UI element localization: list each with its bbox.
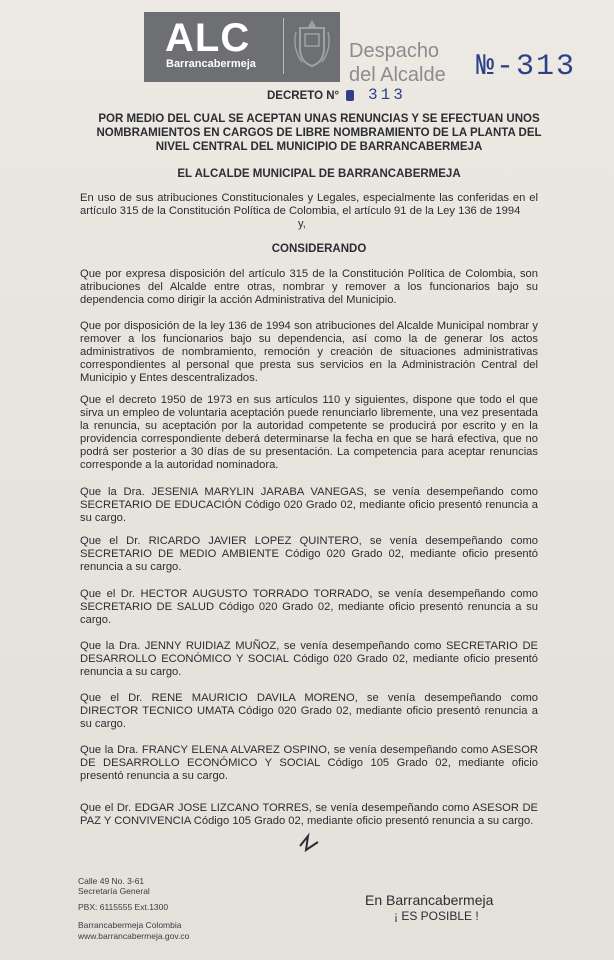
paragraph-8: Que el Dr. RENE MAURICIO DAVILA MORENO, se venía desempeñando como DIRECTOR TECNICO UMATA Código 020 Grado 02, mediante oficio presentó renuncia a su cargo.	[80, 692, 538, 730]
footer-office: Secretaría General	[78, 886, 150, 896]
paragraph-9: Que la Dra. FRANCY ELENA ALVAREZ OSPINO, se venía desempeñando como ASESOR DE DESARROLLO ECONÓMICO Y SOCIAL Código 105 Grado 02, mediante oficio presentó renuncia a su cargo.	[80, 744, 538, 782]
paragraph-5: Que el Dr. RICARDO JAVIER LOPEZ QUINTERO, se venía desempeñando como SECRETARIO DE MEDIO AMBIENTE Código 020 Grado 02, mediante oficio presentó renuncia a su cargo.	[80, 535, 538, 573]
logo-city: Barrancabermeja	[166, 58, 256, 70]
decree-label: DECRETO N°	[267, 90, 340, 102]
paragraph-1: Que por expresa disposición del artículo 315 de la Constitución Política de Colombia, son atribuciones del Alcalde entre otras, nombrar y remover a los funcionarios bajo su dependencia como dirigir la acción Administrativa del Municipio.	[80, 268, 538, 306]
ink-mark	[346, 90, 354, 101]
paragraph-7: Que la Dra. JENNY RUIDIAZ MUÑOZ, se venía desempeñando como SECRETARIO DE DESARROLLO ECONÓMICO Y SOCIAL Código 020 Grado 02, mediante oficio presentó renuncia a su cargo.	[80, 640, 538, 678]
handwritten-mark-icon	[296, 832, 322, 854]
preamble: En uso de sus atribuciones Constitucionales y Legales, especialmente las conferidas en el artículo 315 de la Constitución Política de Colombia, el artículo 91 de la Ley 136 de 1994	[80, 192, 538, 217]
authority-heading: EL ALCALDE MUNICIPAL DE BARRANCABERMEJA	[177, 168, 461, 180]
stamped-number: №-313	[476, 50, 577, 84]
office-line-2: del Alcalde	[349, 64, 446, 86]
office-name	[349, 39, 446, 87]
footer-slogan-line-1: En Barrancabermeja	[365, 892, 494, 908]
coat-of-arms-icon	[292, 18, 332, 70]
footer-city: Barrancabermeja Colombia	[78, 920, 182, 930]
paragraph-4: Que la Dra. JESENIA MARYLIN JARABA VANEGAS, se venía desempeñando como SECRETARIO DE EDUCACIÓN Código 020 Grado 02, mediante oficio presentó renuncia a su cargo.	[80, 486, 538, 524]
paragraph-2: Que por disposición de la ley 136 de 1994 son atribuciones del Alcalde Municipal nombrar y remover a los funcionarios bajo su dependencia, así como la de generar los actos administrativos de nombramiento, remoción y creación de situaciones administrativas correspondientes al personal que presta sus servicios en la Administración Central del Municipio y Entes descentralizados.	[80, 320, 538, 384]
office-line-1: Despacho	[349, 40, 440, 62]
preamble-conjunction: y,	[298, 218, 306, 230]
logo-text: ALC	[165, 16, 251, 60]
considerando-heading: CONSIDERANDO	[271, 243, 367, 255]
footer-website: www.barrancabermeja.gov.co	[78, 931, 190, 941]
decree-number: 313	[368, 86, 406, 104]
paragraph-6: Que el Dr. HECTOR AUGUSTO TORRADO TORRADO, se venía desempeñando como SECRETARIO DE SALUD Código 020 Grado 02, mediante oficio presentó renuncia a su cargo.	[80, 588, 538, 626]
footer-slogan-line-2: ¡ ES POSIBLE !	[394, 909, 479, 923]
logo-divider	[283, 18, 284, 74]
decree-title: POR MEDIO DEL CUAL SE ACEPTAN UNAS RENUNCIAS Y SE EFECTUAN UNOS NOMBRAMIENTOS EN CARGOS DE LIBRE NOMBRAMIENTO DE LA PLANTA DEL NIVEL CENTRAL DEL MUNICIPIO DE BARRANCABERMEJA	[96, 113, 542, 153]
footer-address: Calle 49 No. 3-61	[78, 876, 145, 886]
footer-phone: PBX: 6115555 Ext.1300	[78, 902, 169, 912]
paragraph-3: Que el decreto 1950 de 1973 en sus artículos 110 y siguientes, dispone que todo el que sirva un empleo de voluntaria aceptación puede renunciarlo libremente, una vez presentada la renuncia, su aceptación por la autoridad competente se producirá por escrito y en la providencia correspondiente deberá determinarse la fecha en que se hará efectiva, que no podrá ser posterior a 30 días de su presentación. La competencia para aceptar renuncias corresponde a la autoridad nominadora.	[80, 394, 538, 471]
paragraph-10: Que el Dr. EDGAR JOSE LIZCANO TORRES, se venía desempeñando como ASESOR DE PAZ Y CONVIVENCIA Código 105 Grado 02, mediante oficio presentó renuncia a su cargo.	[80, 802, 538, 827]
